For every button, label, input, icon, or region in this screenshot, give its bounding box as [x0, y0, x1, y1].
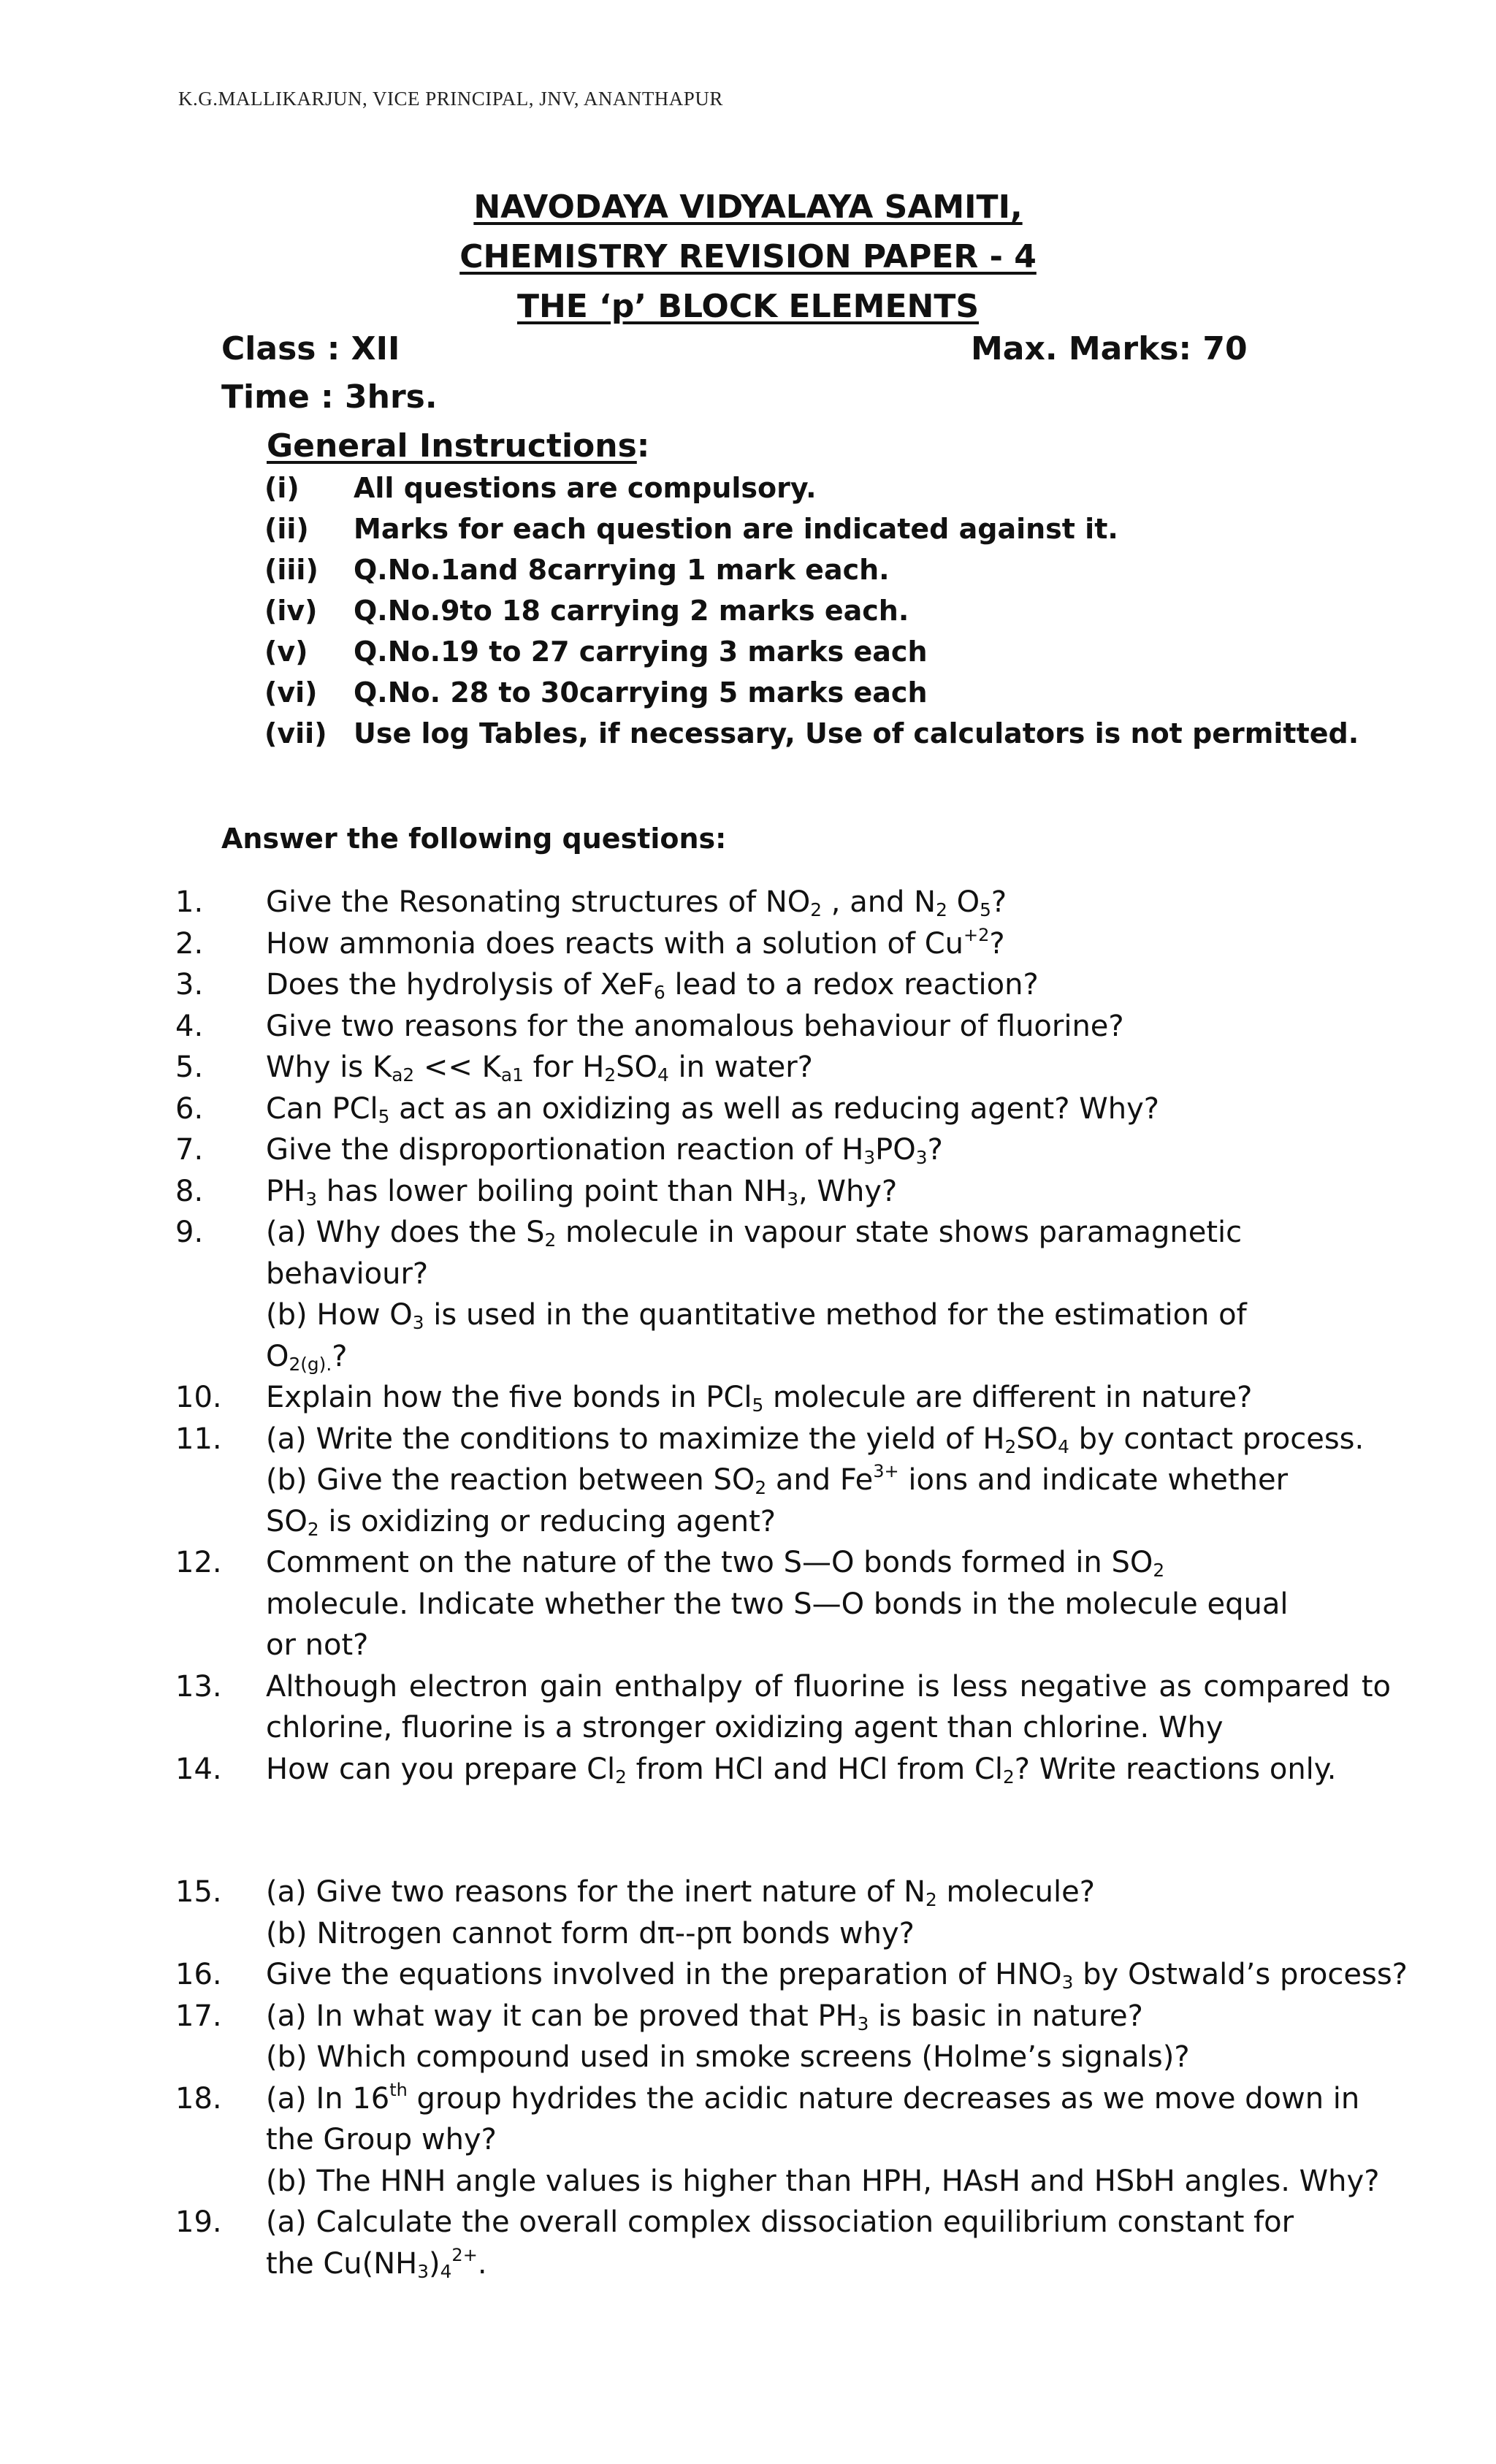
instruction-item: (vii) Use log Tables, if necessary, Use of calculators is not permitted.	[264, 717, 1359, 750]
instruction-item: (v) Q.No.19 to 27 carrying 3 marks each	[264, 636, 928, 668]
instruction-item: (iv) Q.No.9to 18 carrying 2 marks each.	[264, 595, 909, 627]
question-2: 2. How ammonia does reacts with a solution of $Cu^{+2}$?	[175, 924, 1005, 961]
question-15-line-2: (b) Nitrogen cannot form dπ--pπ bonds why?	[266, 1916, 915, 1950]
question-6: 6. Can PCl$_5$ act as an oxidizing as well as reducing agent? Why?	[175, 1091, 1159, 1127]
question-13-line-2: chlorine, fluorine is a stronger oxidizing agent than chlorine. Why	[266, 1711, 1224, 1744]
question-10: 10. Explain how the five bonds in PCl$_5$ molecule are different in nature?	[175, 1381, 1253, 1416]
question-14: 14. How can you prepare $Cl_2$ from HCl and HCl from $Cl_2$? Write reactions only.	[175, 1752, 1337, 1788]
question-4: 4. Give two reasons for the anomalous behaviour of fluorine?	[175, 1009, 1124, 1043]
general-instructions-heading: General Instructions:	[267, 427, 650, 465]
instruction-item: (i) All questions are compulsory.	[264, 472, 817, 504]
answer-heading: Answer the following questions:	[221, 823, 727, 855]
instruction-item: (ii) Marks for each question are indicated against it.	[264, 513, 1118, 545]
instruction-item: (vi) Q.No. 28 to 30carrying 5 marks each	[264, 676, 928, 709]
time-label: Time : 3hrs.	[221, 378, 438, 416]
question-1: 1. Give the Resonating structures of $NO_2$ , and $N_2$ $O_5$?	[175, 885, 1007, 921]
question-17-line-2: (b) Which compound used in smoke screens (Holme’s signals)?	[266, 2040, 1190, 2074]
question-12-line-3: or not?	[266, 1628, 369, 1662]
title-block	[0, 183, 1496, 332]
title-line-2: CHEMISTRY REVISION PAPER - 4	[459, 238, 1037, 275]
question-9: 9. (a) Why does the $S_2$ molecule in vapour state shows paramagnetic	[175, 1216, 1243, 1251]
question-12-line-2: molecule. Indicate whether the two S—O bonds in the molecule equal	[266, 1587, 1289, 1621]
question-18-line-2: the Group why?	[266, 2123, 497, 2156]
question-11-line-2: (b) Give the reaction between $SO_2$ and $Fe^{3+}$ ions and indicate whether	[266, 1461, 1289, 1499]
class-label: Class : XII	[221, 330, 400, 367]
question-16: 16. Give the equations involved in the preparation of $HNO_3$ by Ostwald’s process?	[175, 1958, 1408, 1994]
question-9-line-4: $O_{2(g).}$?	[266, 1339, 348, 1375]
question-3: 3. Does the hydrolysis of XeF$_6$ lead to a redox reaction?	[175, 968, 1039, 1004]
general-instructions-list	[264, 468, 1360, 754]
instruction-item: (iii) Q.No.1and 8carrying 1 mark each.	[264, 554, 890, 586]
exam-meta	[221, 325, 1281, 422]
question-gap	[0, 1790, 1496, 1872]
title-line-1: NAVODAYA VIDYALAYA SAMITI,	[473, 188, 1023, 226]
question-11-line-3: $SO_2$ is oxidizing or reducing agent?	[266, 1504, 776, 1540]
question-15: 15. (a) Give two reasons for the inert nature of $N_2$ molecule?	[175, 1875, 1095, 1911]
question-11: 11. (a) Write the conditions to maximize the yield of $H_2SO_4$ by contact process.	[175, 1422, 1365, 1457]
question-18-line-3: (b) The HNH angle values is higher than HPH, HAsH and HSbH angles. Why?	[266, 2164, 1380, 2198]
header-note: K.G.MALLIKARJUN, VICE PRINCIPAL, JNV, ANANTHAPUR	[178, 88, 723, 110]
question-18: 18. (a) In 16th group hydrides the acidic nature decreases as we move down in	[175, 2079, 1360, 2116]
title-line-3: THE ‘p’ BLOCK ELEMENTS	[516, 288, 980, 325]
question-8: 8. $PH_3$ has lower boiling point than $NH_3$, Why?	[175, 1174, 898, 1210]
question-12: 12. Comment on the nature of the two S—O bonds formed in $SO_2$	[175, 1546, 1165, 1582]
question-list	[0, 882, 1496, 2284]
question-5: 5. Why is $K_{a2} << K_{a1}$ for $H_2SO_4$ in water?	[175, 1050, 813, 1086]
question-7: 7. Give the disproportionation reaction of $H_3PO_3$?	[175, 1133, 943, 1169]
max-marks: Max. Marks: 70	[971, 330, 1248, 367]
question-13: 13. Although electron gain enthalpy of fluorine is less negative as compared to	[175, 1669, 1391, 1704]
question-9-line-2: behaviour?	[266, 1256, 429, 1291]
question-9-line-3: (b) How $O_3$ is used in the quantitative method for the estimation of	[266, 1298, 1247, 1334]
question-19: 19. (a) Calculate the overall complex dissociation equilibrium constant for	[175, 2205, 1294, 2239]
question-17: 17. (a) In what way it can be proved that $PH_3$ is basic in nature?	[175, 1999, 1143, 2034]
question-19-line-2: the $Cu(NH_3)_4^{2+}$.	[266, 2244, 487, 2282]
